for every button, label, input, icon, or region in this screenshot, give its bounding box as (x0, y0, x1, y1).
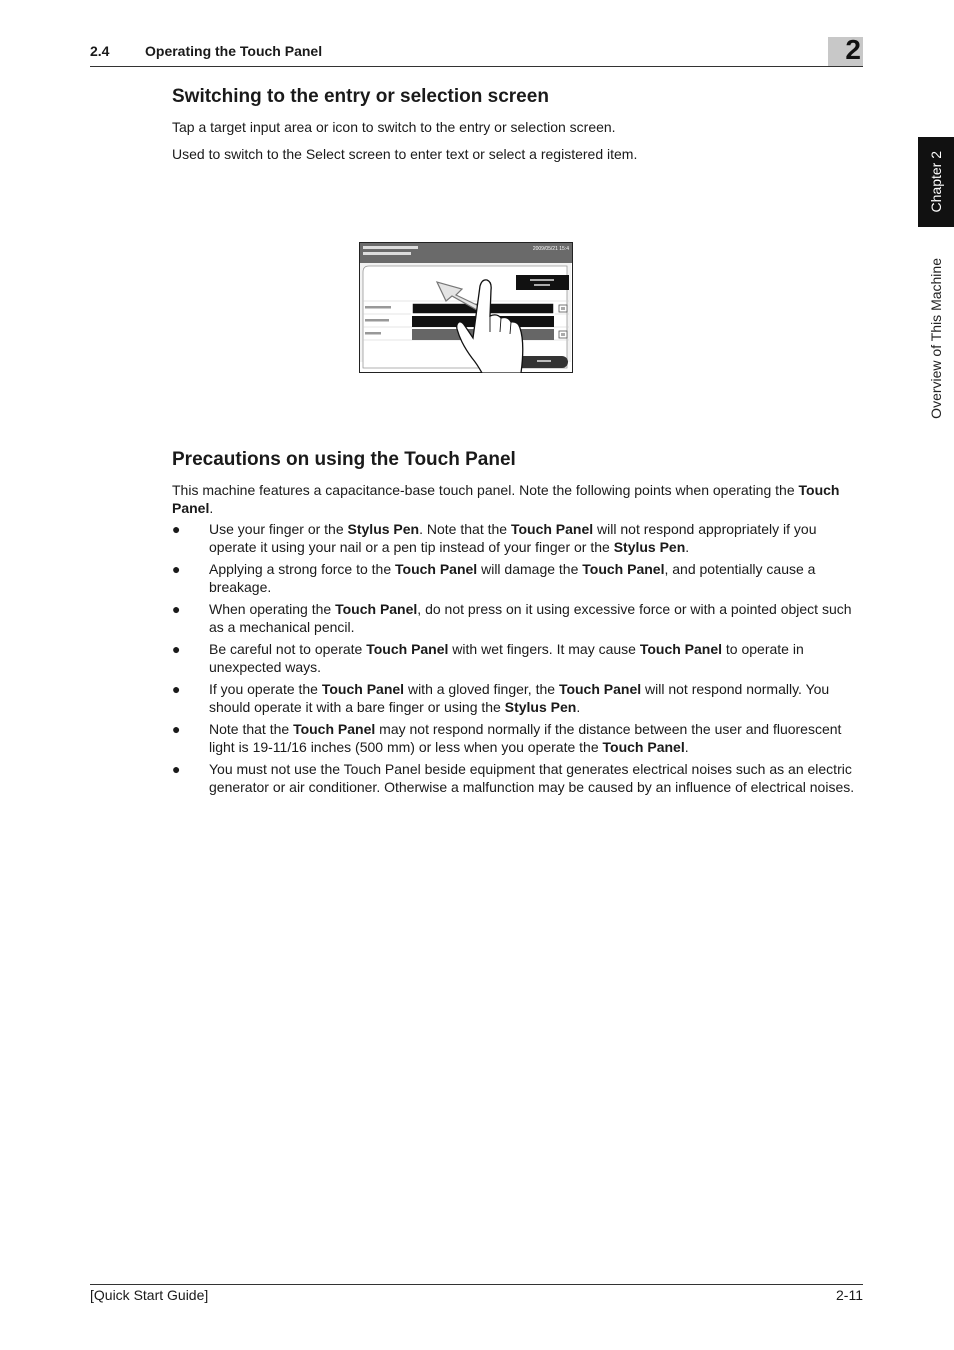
chapter-tab-text: Chapter 2 (928, 151, 944, 213)
section-heading-switching: Switching to the entry or selection screen (172, 86, 549, 107)
list-text: Use your finger or the (209, 521, 348, 537)
bullet-icon: ● (172, 721, 181, 737)
bold-term: Touch Panel (366, 641, 449, 657)
bold-term: Touch Panel (558, 681, 642, 697)
bold-term: Touch Panel (335, 601, 418, 617)
precautions-list (172, 520, 864, 800)
list-text: . (576, 699, 581, 715)
bullet-icon: ● (172, 521, 181, 537)
chapter-number: 2 (845, 34, 861, 65)
list-text: , and potentially cause a breakage. (209, 561, 816, 595)
list-text: , do not press on it using excessive force or with a pointed object such as a mechanical pencil. (209, 601, 852, 635)
list-text: with a gloved finger, the (404, 681, 559, 697)
list-text: . (684, 739, 689, 755)
chapter-number-box (828, 34, 863, 66)
list-text: . (685, 539, 690, 555)
list-item (172, 720, 864, 756)
list-text: Applying a strong force to the (209, 561, 395, 577)
intro-text: This machine features a capacitance-base touch panel. Note the following points when operating the (172, 482, 799, 498)
bold-term: Touch Panel (321, 681, 405, 697)
list-item (172, 520, 864, 556)
list-text: will not respond appropriately if you operate it using your nail or a pen tip instead of your finger or the (209, 521, 817, 555)
section-number: 2.4 (90, 43, 110, 59)
footer-page-number: 2-11 (836, 1287, 863, 1303)
list-text: Note that the (209, 721, 294, 737)
chapter-tab-label (918, 137, 954, 227)
intro-period: . (209, 500, 214, 516)
list-item (172, 640, 864, 676)
bullet-icon: ● (172, 641, 181, 657)
list-text: will damage the (477, 561, 583, 577)
bullet-icon: ● (172, 761, 181, 777)
list-text: When operating the (209, 601, 336, 617)
paragraph-select: Used to switch to the Select screen to enter text or select a registered item. (172, 146, 638, 162)
bold-term: Stylus Pen (613, 539, 686, 555)
bold-term: Touch Panel (582, 561, 665, 577)
list-item (172, 560, 864, 596)
page-footer (90, 1284, 863, 1303)
bold-term: Touch Panel (293, 721, 376, 737)
list-text: . Note that the (419, 521, 511, 537)
bold-term: Touch Panel (602, 739, 685, 755)
bold-term: Stylus Pen (504, 699, 577, 715)
list-text: You must not use the Touch Panel beside equipment that generates electrical noises such as an electric generator or air conditioner. Otherwise a malfunction may be caused by an influence of electrical noises. (209, 761, 855, 795)
intro-bold: Touch Panel (172, 482, 840, 516)
list-text: may not respond normally if the distance between the user and fluorescent light is 19-11/16 inches (500 mm) or less when you operate the (209, 721, 842, 755)
figure-datetime: 2009/05/21 15:4 (532, 246, 569, 252)
touch-panel-illustration (359, 242, 573, 373)
bullet-icon: ● (172, 681, 181, 697)
list-item (172, 600, 864, 636)
footer-guide-title: [Quick Start Guide] (90, 1287, 209, 1303)
list-text: Be careful not to operate (209, 641, 367, 657)
bold-term: Touch Panel (395, 561, 478, 577)
section-title: Operating the Touch Panel (145, 43, 323, 59)
list-text: If you operate the (209, 681, 322, 697)
paragraph-tap: Tap a target input area or icon to switch to the entry or selection screen. (172, 119, 616, 135)
overview-tab-text: Overview of This Machine (928, 257, 944, 419)
bullet-icon: ● (172, 561, 181, 577)
bullet-icon: ● (172, 601, 181, 617)
list-item (172, 760, 864, 796)
bold-term: Touch Panel (510, 521, 594, 537)
section-heading-precautions: Precautions on using the Touch Panel (172, 449, 516, 470)
list-item (172, 680, 864, 716)
bold-term: Stylus Pen (347, 521, 420, 537)
list-text: with wet fingers. It may cause (448, 641, 640, 657)
page-header (90, 41, 863, 67)
overview-tab-label (918, 238, 954, 438)
list-text: to operate in unexpected ways. (209, 641, 804, 675)
paragraph-intro (172, 481, 864, 517)
list-text: will not respond normally. You should operate it with a bare finger or using the (209, 681, 830, 715)
bold-term: Touch Panel (639, 641, 723, 657)
